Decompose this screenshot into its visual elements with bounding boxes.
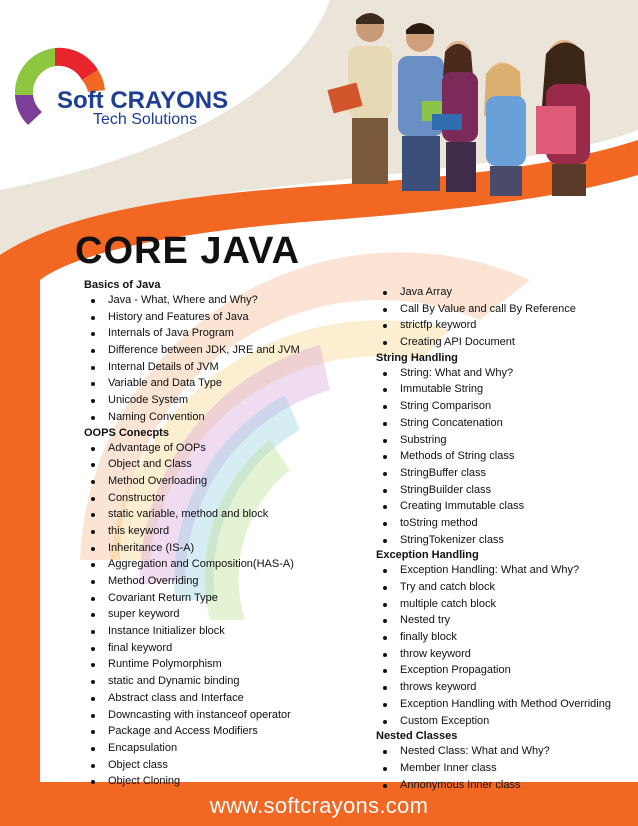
page-title: CORE JAVA <box>75 230 301 272</box>
list-item: Method Overriding <box>84 573 369 590</box>
section-heading: String Handling <box>376 351 458 364</box>
section-heading: Nested Classes <box>376 730 458 743</box>
list-item: Package and Access Modifiers <box>84 723 369 740</box>
list-item: Encapsulation <box>84 740 369 757</box>
list-item: Internals of Java Program <box>84 325 369 342</box>
list-item: Annonymous Inner class <box>376 777 626 794</box>
logo-tagline: Tech Solutions <box>93 111 198 128</box>
list-item: multiple catch block <box>376 596 626 613</box>
list-item: Member Inner class <box>376 760 626 777</box>
list-item: Downcasting with instanceof operator <box>84 707 369 724</box>
list-item: Substring <box>376 432 626 449</box>
list-item: Creating Immutable class <box>376 498 626 515</box>
list-item: finally block <box>376 629 626 646</box>
section-list <box>84 440 369 790</box>
list-item: final keyword <box>84 640 369 657</box>
list-item: StringTokenizer class <box>376 532 626 549</box>
section-list <box>376 365 626 549</box>
list-item: Java Array <box>376 284 626 301</box>
list-item: Immutable String <box>376 381 626 398</box>
list-item: this keyword <box>84 523 369 540</box>
section-list <box>376 743 626 793</box>
list-item: Object class <box>84 757 369 774</box>
list-item: Object Cloning <box>84 773 369 790</box>
list-item: Difference between JDK, JRE and JVM <box>84 342 369 359</box>
section-heading: Exception Handling <box>376 549 479 562</box>
list-item: Inheritance (IS-A) <box>84 540 369 557</box>
list-item: String Comparison <box>376 398 626 415</box>
list-item: String Concatenation <box>376 415 626 432</box>
list-item: super keyword <box>84 606 369 623</box>
list-item: Nested try <box>376 612 626 629</box>
list-item: Exception Propagation <box>376 662 626 679</box>
students-photo <box>322 6 638 196</box>
student-4 <box>484 62 526 196</box>
list-item: String: What and Why? <box>376 365 626 382</box>
section-list <box>84 292 369 426</box>
list-item: Method Overloading <box>84 473 369 490</box>
list-item: Instance Initializer block <box>84 623 369 640</box>
list-item: Covariant Return Type <box>84 590 369 607</box>
right-column <box>376 284 626 793</box>
section-list <box>376 284 626 351</box>
list-item: Advantage of OOPs <box>84 440 369 457</box>
list-item: Object and Class <box>84 456 369 473</box>
list-item: StringBuilder class <box>376 482 626 499</box>
list-item: Nested Class: What and Why? <box>376 743 626 760</box>
list-item: Naming Convention <box>84 409 369 426</box>
list-item: toString method <box>376 515 626 532</box>
list-item: Aggregation and Composition(HAS-A) <box>84 556 369 573</box>
list-item: Exception Handling with Method Overriding <box>376 696 626 713</box>
list-item: Exception Handling: What and Why? <box>376 562 626 579</box>
section-list <box>376 562 626 729</box>
list-item: Internal Details of JVM <box>84 359 369 376</box>
list-item: Call By Value and call By Reference <box>376 301 626 318</box>
list-item: static and Dynamic binding <box>84 673 369 690</box>
soft-crayons-logo <box>10 40 229 135</box>
left-column <box>84 278 369 790</box>
list-item: static variable, method and block <box>84 506 369 523</box>
list-item: Try and catch block <box>376 579 626 596</box>
student-1 <box>327 13 392 184</box>
list-item: Constructor <box>84 490 369 507</box>
list-item: Custom Exception <box>376 713 626 730</box>
website-url[interactable]: www.softcrayons.com <box>209 793 429 818</box>
list-item: History and Features of Java <box>84 309 369 326</box>
list-item: throw keyword <box>376 646 626 663</box>
section-heading: OOPS Conecpts <box>84 426 169 439</box>
list-item: Java - What, Where and Why? <box>84 292 369 309</box>
list-item: Variable and Data Type <box>84 375 369 392</box>
list-item: StringBuffer class <box>376 465 626 482</box>
list-item: Methods of String class <box>376 448 626 465</box>
student-5 <box>536 40 590 196</box>
section-heading: Basics of Java <box>84 279 161 291</box>
list-item: throws keyword <box>376 679 626 696</box>
list-item: Unicode System <box>84 392 369 409</box>
list-item: Creating API Document <box>376 334 626 351</box>
list-item: strictfp keyword <box>376 317 626 334</box>
list-item: Abstract class and Interface <box>84 690 369 707</box>
logo-brand-name: Soft CRAYONS <box>57 87 229 114</box>
list-item: Runtime Polymorphism <box>84 656 369 673</box>
